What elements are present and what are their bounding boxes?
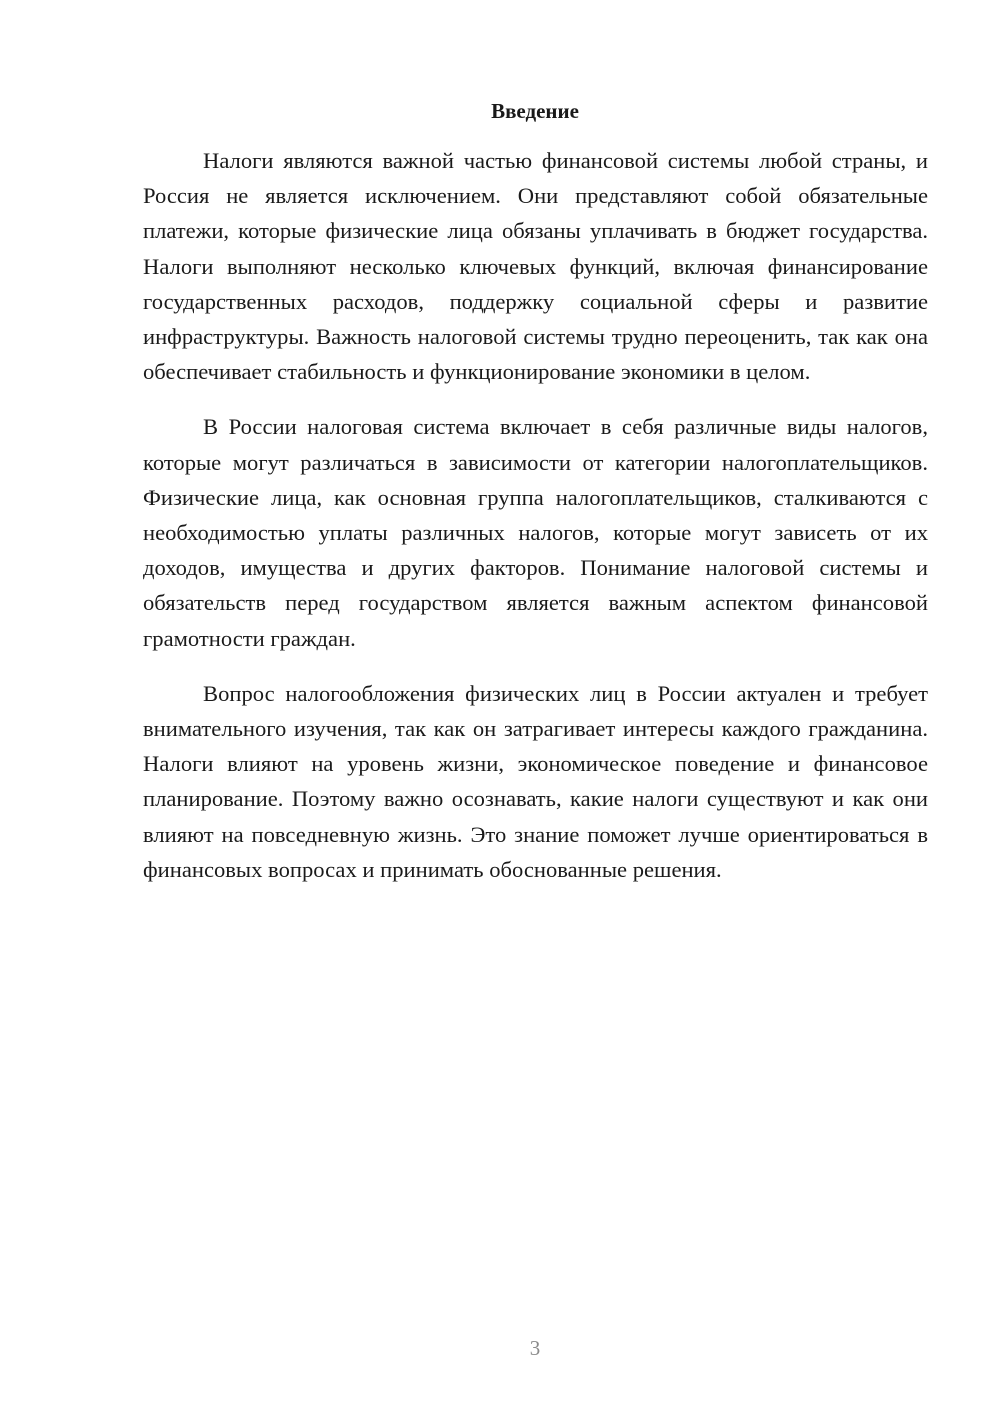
page-number: 3 bbox=[529, 1336, 541, 1360]
section-body bbox=[143, 143, 928, 907]
section-title: Введение bbox=[491, 99, 579, 123]
paragraph-3: Вопрос налогообложения физических лиц в России актуален и требует внимательного изучения, так как он затрагивает интересы каждого гражданина. Налоги влияют на уровень жизни, экономическое поведение и финансовое планирование. Поэтому важно осознавать, какие налоги существуют и как они влияют на повседневную жизнь. Это знание поможет лучше ориентироваться в финансовых вопросах и принимать обоснованные решения. bbox=[143, 680, 928, 882]
paragraph-2: В России налоговая система включает в себя различные виды налогов, которые могут различаться в зависимости от категории налогоплательщиков. Физические лица, как основная группа налогоплательщиков, сталкиваются с необходимостью уплаты различных налогов, которые могут зависеть от их доходов, имущества и других факторов. Понимание налоговой системы и обязательств перед государством является важным аспектом финансовой грамотности граждан. bbox=[143, 414, 928, 651]
paragraph-1: Налоги являются важной частью финансовой системы любой страны, и Россия не является исключением. Они представляют собой обязательные платежи, которые физические лица обязаны уплачивать в бюджет государства. Налоги выполняют несколько ключевых функций, включая финансирование государственных расходов, поддержку социальной сферы и развитие инфраструктуры. Важность налоговой системы трудно переоценить, так как она обеспечивает стабильность и функционирование экономики в целом. bbox=[143, 148, 928, 385]
